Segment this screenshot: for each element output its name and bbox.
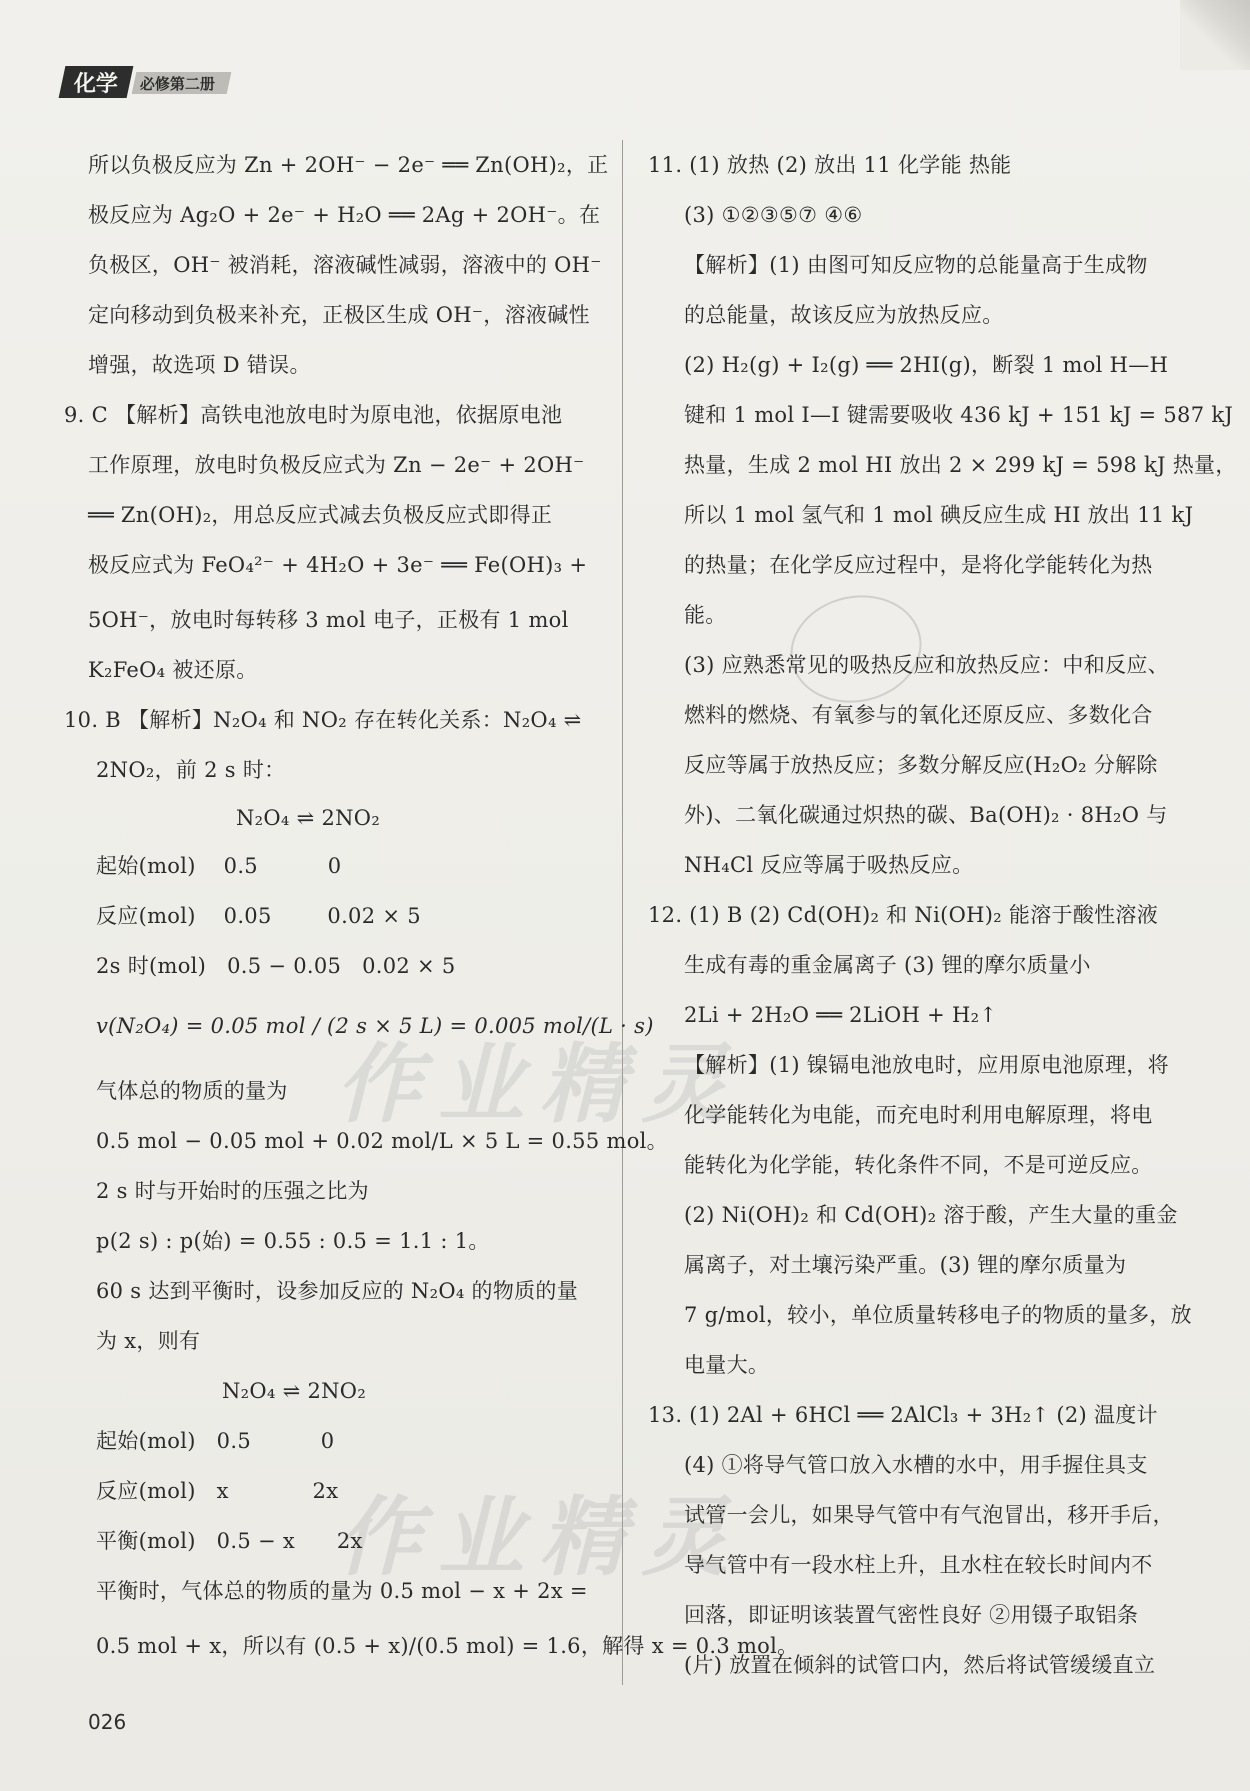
- right-line: 外)、二氧化碳通过炽热的碳、Ba(OH)₂ · 8H₂O 与: [684, 803, 1168, 827]
- book-tag: [132, 72, 232, 94]
- left-line: 0.5 mol + x，所以有 (0.5 + x)/(0.5 mol) = 1.6，解得 x = 0.3 mol。: [96, 1634, 799, 1658]
- right-line: (3) 应熟悉常见的吸热反应和放热反应：中和反应、: [684, 653, 1169, 677]
- left-line: 定向移动到负极来补充，正极区生成 OH⁻，溶液碱性: [88, 303, 590, 327]
- right-line: 【解析】(1) 由图可知反应物的总能量高于生成物: [684, 253, 1148, 277]
- equilibrium-header: N₂O₄ ⇌ 2NO₂: [222, 1379, 367, 1403]
- table-row: 反应(mol) x 2x: [96, 1479, 339, 1503]
- right-line: 热量，生成 2 mol HI 放出 2 × 299 kJ = 598 kJ 热量，: [684, 453, 1237, 477]
- table-row: 起始(mol) 0.5 0: [96, 1429, 335, 1453]
- left-line: 为 x，则有: [96, 1329, 201, 1353]
- left-line: 平衡时，气体总的物质的量为 0.5 mol − x + 2x =: [96, 1579, 588, 1603]
- subject-badge: [59, 66, 134, 98]
- table-row: 反应(mol) 0.05 0.02 × 5: [96, 904, 421, 928]
- left-line: 0.5 mol − 0.05 mol + 0.02 mol/L × 5 L = 0.55 mol。: [96, 1129, 668, 1153]
- subject-label: 化学: [73, 71, 118, 97]
- question-11: 11. (1) 放热 (2) 放出 11 化学能 热能: [648, 153, 1012, 177]
- right-line: 能。: [684, 603, 727, 627]
- left-line: K₂FeO₄ 被还原。: [88, 658, 258, 682]
- right-line: 7 g/mol，较小，单位质量转移电子的物质的量多，放: [684, 1303, 1192, 1327]
- right-line: 反应等属于放热反应；多数分解反应(H₂O₂ 分解除: [684, 753, 1158, 777]
- left-line: 极反应式为 FeO₄²⁻ + 4H₂O + 3e⁻ ══ Fe(OH)₃ +: [88, 553, 588, 577]
- right-line: (2) Ni(OH)₂ 和 Cd(OH)₂ 溶于酸，产生大量的重金: [684, 1203, 1178, 1227]
- left-line: 负极区，OH⁻ 被消耗，溶液碱性减弱，溶液中的 OH⁻: [88, 253, 602, 277]
- equilibrium-header: N₂O₄ ⇌ 2NO₂: [236, 806, 381, 830]
- left-line: 60 s 达到平衡时，设参加反应的 N₂O₄ 的物质的量: [96, 1279, 579, 1303]
- right-line: 回落，即证明该装置气密性良好 ②用镊子取铝条: [684, 1603, 1139, 1627]
- page-header: [62, 66, 262, 100]
- page-number: 026: [88, 1710, 127, 1734]
- question-12: 12. (1) B (2) Cd(OH)₂ 和 Ni(OH)₂ 能溶于酸性溶液: [648, 903, 1159, 927]
- right-line: (3) ①②③⑤⑦ ④⑥: [684, 203, 863, 227]
- right-line: 2Li + 2H₂O ══ 2LiOH + H₂↑: [684, 1003, 998, 1027]
- right-line: 的总能量，故该反应为放热反应。: [684, 303, 1004, 327]
- question-13: 13. (1) 2Al + 6HCl ══ 2AlCl₃ + 3H₂↑ (2) 温度计: [648, 1403, 1158, 1427]
- left-line: 气体总的物质的量为: [96, 1079, 288, 1103]
- right-line: NH₄Cl 反应等属于吸热反应。: [684, 853, 974, 877]
- left-line: 极反应为 Ag₂O + 2e⁻ + H₂O ══ 2Ag + 2OH⁻。在: [88, 203, 601, 227]
- left-line: p(2 s) : p(始) = 0.55 : 0.5 = 1.1 : 1。: [96, 1229, 490, 1253]
- right-line: 生成有毒的重金属离子 (3) 锂的摩尔质量小: [684, 953, 1091, 977]
- rate-formula: v(N₂O₄) = 0.05 mol / (2 s × 5 L) = 0.005 mol/(L · s): [96, 1014, 654, 1038]
- question-9: 9. C 【解析】高铁电池放电时为原电池，依据原电池: [64, 403, 563, 427]
- right-line: 所以 1 mol 氢气和 1 mol 碘反应生成 HI 放出 11 kJ: [684, 503, 1194, 527]
- left-line: 2NO₂，前 2 s 时：: [96, 758, 286, 782]
- right-line: 导气管中有一段水柱上升，且水柱在较长时间内不: [684, 1553, 1153, 1577]
- question-10: 10. B 【解析】N₂O₄ 和 NO₂ 存在转化关系：N₂O₄ ⇌: [64, 708, 582, 732]
- left-line: ══ Zn(OH)₂，用总反应式减去负极反应式即得正: [88, 503, 553, 527]
- left-line: 工作原理，放电时负极反应式为 Zn − 2e⁻ + 2OH⁻: [88, 453, 585, 477]
- right-line: (片) 放置在倾斜的试管口内，然后将试管缓缓直立: [684, 1653, 1156, 1677]
- right-line: 能转化为化学能，转化条件不同，不是可逆反应。: [684, 1153, 1153, 1177]
- right-line: 试管一会儿，如果导气管中有气泡冒出，移开手后，: [684, 1503, 1174, 1527]
- right-line: 化学能转化为电能，而充电时利用电解原理，将电: [684, 1103, 1153, 1127]
- column-divider: [622, 140, 623, 1685]
- right-line: 【解析】(1) 镍镉电池放电时，应用原电池原理，将: [684, 1053, 1169, 1077]
- page-corner-curl: [1180, 0, 1250, 70]
- left-line: 所以负极反应为 Zn + 2OH⁻ − 2e⁻ ══ Zn(OH)₂，正: [88, 153, 609, 177]
- table-row: 起始(mol) 0.5 0: [96, 854, 342, 878]
- left-line: 2 s 时与开始时的压强之比为: [96, 1179, 369, 1203]
- right-line: (2) H₂(g) + I₂(g) ══ 2HI(g)，断裂 1 mol H—H: [684, 353, 1169, 377]
- right-line: 的热量；在化学反应过程中，是将化学能转化为热: [684, 553, 1153, 577]
- left-line: 5OH⁻，放电时每转移 3 mol 电子，正极有 1 mol: [88, 608, 569, 632]
- right-line: 键和 1 mol I—I 键需要吸收 436 kJ + 151 kJ = 587 kJ: [684, 403, 1234, 427]
- right-line: (4) ①将导气管口放入水槽的水中，用手握住具支: [684, 1453, 1148, 1477]
- table-row: 平衡(mol) 0.5 − x 2x: [96, 1529, 363, 1553]
- right-line: 属离子，对土壤污染严重。(3) 锂的摩尔质量为: [684, 1253, 1127, 1277]
- watermark-stamp: [780, 583, 931, 714]
- left-line: 增强，故选项 D 错误。: [88, 353, 311, 377]
- book-label: 必修第二册: [140, 74, 216, 93]
- table-row: 2s 时(mol) 0.5 − 0.05 0.02 × 5: [96, 954, 456, 978]
- right-line: 电量大。: [684, 1353, 770, 1377]
- right-line: 燃料的燃烧、有氧参与的氧化还原反应、多数化合: [684, 703, 1153, 727]
- watermark-top: 作业精灵: [330, 1035, 764, 1135]
- watermark-bottom: 作业精灵: [330, 1488, 764, 1588]
